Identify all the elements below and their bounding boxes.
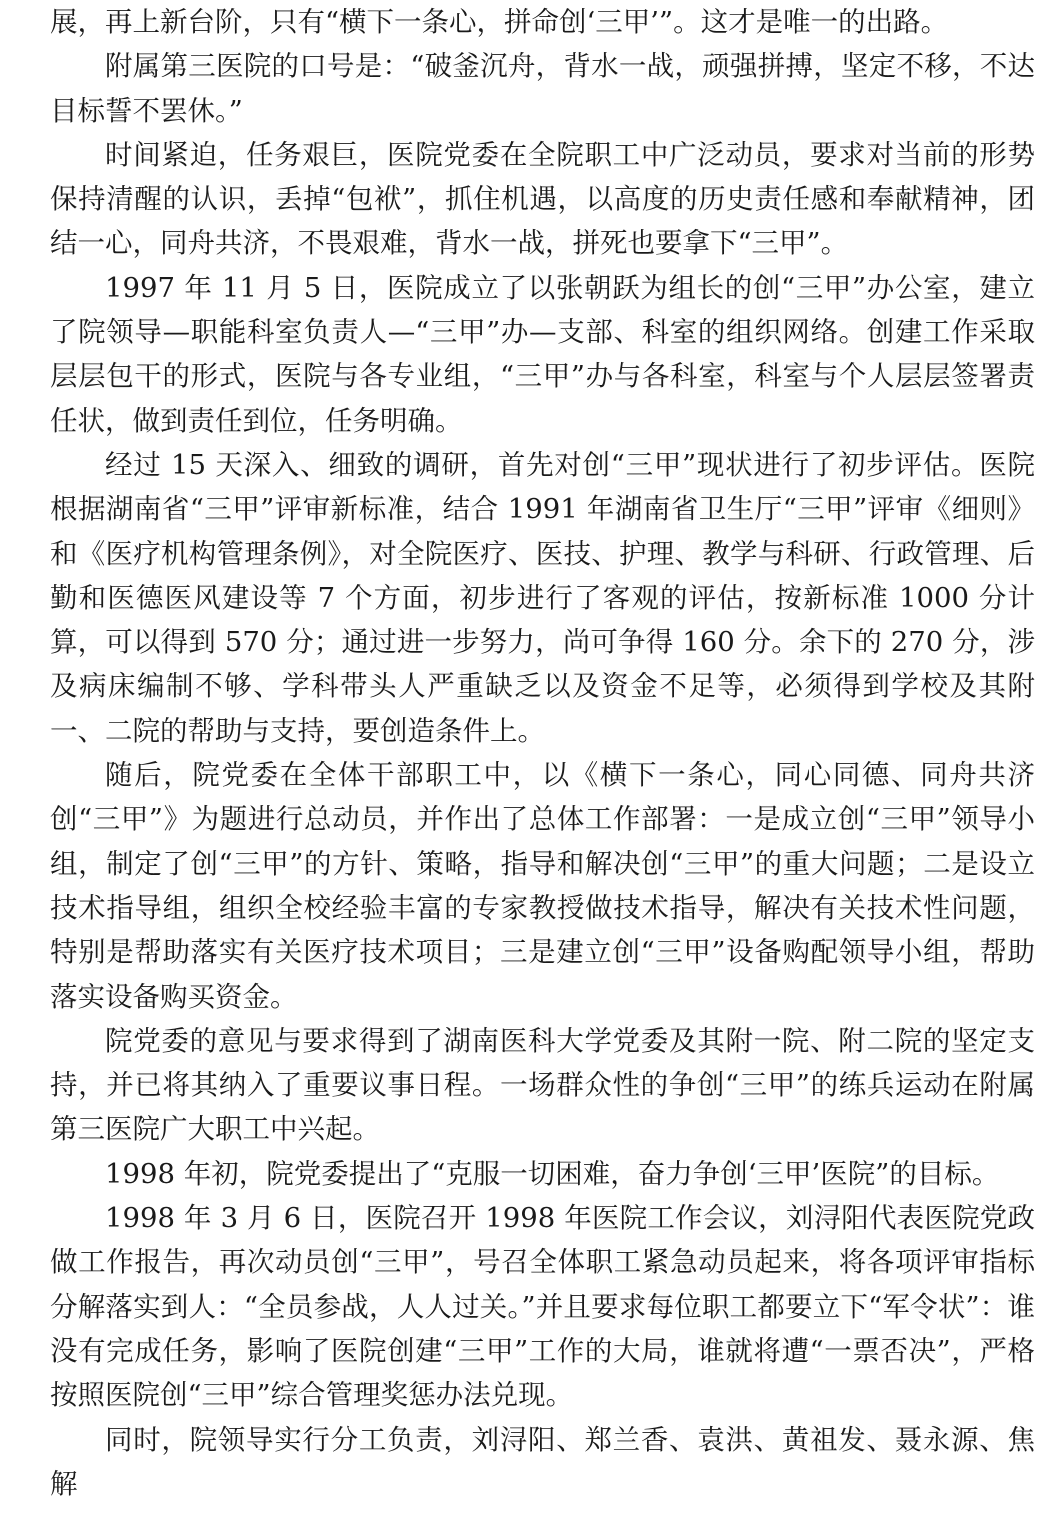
paragraph: 附属第三医院的口号是：“破釜沉舟，背水一战，顽强拼搏，坚定不移，不达目标誓不罢休。” [50, 50, 1035, 127]
paragraph-continued: 展，再上新台阶，只有“横下一条心，拼命创‘三甲’”。这才是唯一的出路。 [50, 6, 949, 38]
paragraph: 同时，院领导实行分工负责，刘浔阳、郑兰香、袁洪、黄祖发、聂永源、焦解 [50, 1423, 1035, 1500]
paragraph: 经过 15 天深入、细致的调研，首先对创“三甲”现状进行了初步评估。医院根据湖南省“三甲”评审新标准，结合 1991 年湖南省卫生厅“三甲”评审《细则》和《医疗机构管理条例》，对全院医疗、医技、护理、教学与科研、行政管理、后勤和医德医风建设等 7 个方面，初步进行了客观的评估，按新标准 1000 分计算，可以得到 570 分；通过进一步努力，尚可争得 160 分。余下的 270 分，涉及病床编制不够、学科带头人严重缺乏以及资金不足等，必须得到学校及其附一、二院的帮助与支持，要创造条件上。 [50, 448, 1035, 747]
paragraph: 1997 年 11 月 5 日，医院成立了以张朝跃为组长的创“三甲”办公室，建立了院领导—职能科室负责人—“三甲”办—支部、科室的组织网络。创建工作采取层层包干的形式，医院与各专业组，“三甲”办与各科室，科室与个人层层签署责任状，做到责任到位，任务明确。 [50, 271, 1035, 437]
paragraph: 1998 年初，院党委提出了“克服一切困难，奋力争创‘三甲’医院”的目标。 [105, 1157, 1000, 1190]
paragraph: 院党委的意见与要求得到了湖南医科大学党委及其附一院、附二院的坚定支持，并已将其纳入了重要议事日程。一场群众性的争创“三甲”的练兵运动在附属第三医院广大职工中兴起。 [50, 1024, 1035, 1146]
paragraph: 时间紧迫，任务艰巨，医院党委在全院职工中广泛动员，要求对当前的形势保持清醒的认识，丢掉“包袱”，抓住机遇，以高度的历史责任感和奉献精神，团结一心，同舟共济，不畏艰难，背水一战，拼死也要拿下“三甲”。 [50, 138, 1035, 260]
paragraph: 1998 年 3 月 6 日，医院召开 1998 年医院工作会议，刘浔阳代表医院党政做工作报告，再次动员创“三甲”，号召全体职工紧急动员起来，将各项评审指标分解落实到人：“全员参战，人人过关。”并且要求每位职工都要立下“军令状”：谁没有完成任务，影响了医院创建“三甲”工作的大局，谁就将遭“一票否决”，严格按照医院创“三甲”综合管理奖惩办法兑现。 [50, 1202, 1035, 1412]
body-text [50, 0, 1035, 1506]
paragraph: 随后，院党委在全体干部职工中，以《横下一条心，同心同德、同舟共济创“三甲”》为题进行总动员，并作出了总体工作部署：一是成立创“三甲”领导小组，制定了创“三甲”的方针、策略，指导和解决创“三甲”的重大问题；二是设立技术指导组，组织全校经验丰富的专家教授做技术指导，解决有关技术性问题，特别是帮助落实有关医疗技术项目；三是建立创“三甲”设备购配领导小组，帮助落实设备购买资金。 [50, 759, 1035, 1013]
